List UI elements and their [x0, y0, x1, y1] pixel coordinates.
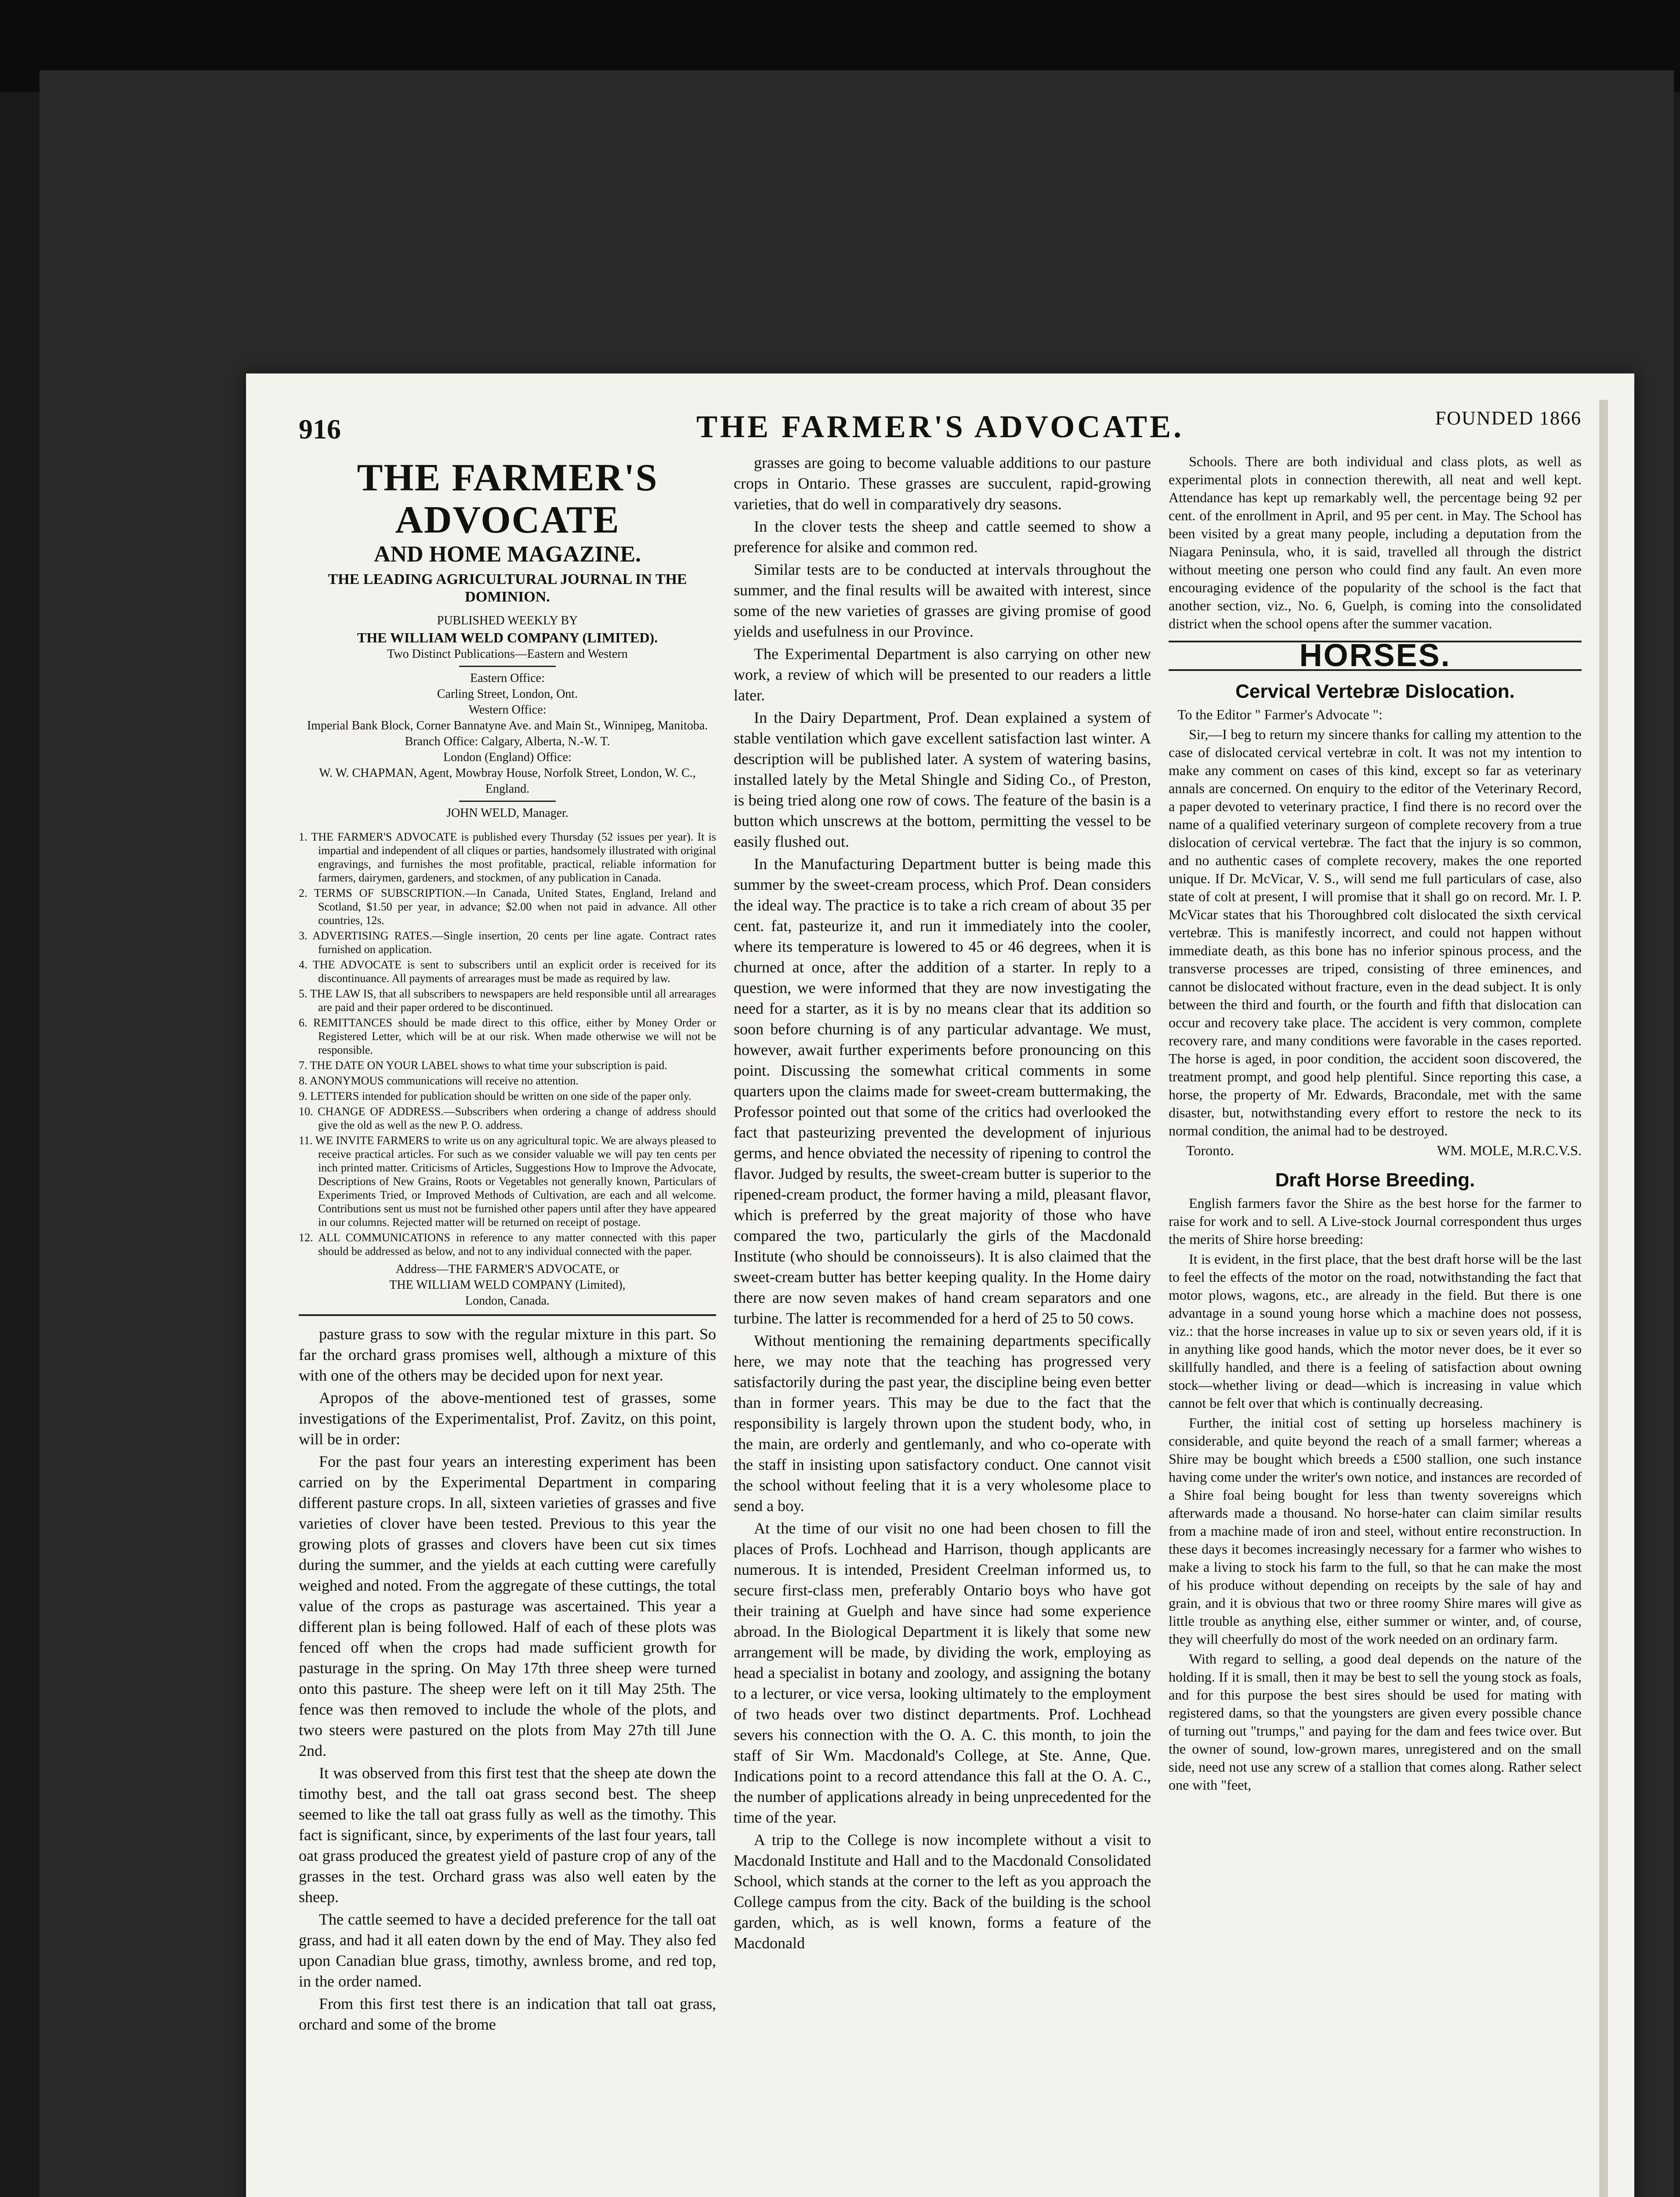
article-heading: Cervical Vertebræ Dislocation. [1235, 681, 1515, 702]
subscription-notices [299, 830, 716, 1258]
article-paragraph: With regard to selling, a good deal depends on the nature of the holding. If it is small, then it may be best to sell the young stock as foals, and for this purpose the best sires should be used for mating with registered dams, so that the youngsters are given every possible chance of turning out "trumps," and paying for the dam and fees twice over. But the owner of sound, low-grown mares, unregistered and on the small side, need not use any screw of a stallion that comes along. Rather select one with "feet, [1169, 1651, 1582, 1793]
article-paragraph: It is evident, in the first place, that the best draft horse will be the last to feel the effects of the motor on the road, notwithstanding the fact that motor plows, wagons, etc., are already in the field. But there is one advantage in a sound young horse which a machine does not possess, viz.: that the horse increases in value up to six or seven years old, if it is in anything like good hands, which the motor never does, be it ever so skillfully handled, and there is a feeling of satisfaction about owning stock—whether living or dead—which is increasing in value which cannot be felt over that which is continually decreasing. [1169, 1251, 1582, 1411]
address-line: Address—THE FARMER'S ADVOCATE, or [395, 1262, 619, 1276]
newspaper-page [246, 373, 1634, 2197]
article-paragraph: Schools. There are both individual and class plots, as well as experimental plots in connection therewith, all neat and well kept. Attendance has kept up remarkably well, the percentage being 92 per cent. of the enrollment in April, and 95 per cent. in May. The School has been visited by a great many people, including a deputation from the Niagara Peninsula, who, it is said, travelled all through the district without meeting one person who could find any fault. An even more encouraging evidence of the popularity of the school is the fact that another section, viz., No. 6, Guelph, is coming into the consolidated district when the school opens after the summer vacation. [1169, 453, 1582, 631]
column-3 [1169, 453, 1582, 1796]
page-header [299, 400, 1582, 448]
eastern-office-label: Eastern Office: [470, 671, 545, 685]
notice-item: 11. WE INVITE FARMERS to write us on any agricultural topic. We are always pleased to receive practical articles. For such as we consider valuable we will pay ten cents per inch printed matter. Criticisms of Articles, Suggestions How to Improve the Advocate, Descriptions of New Grains, Roots or Vegetables not generally known, Particulars of Experiments Tried, or Improved Methods of Cultivation, are each and all welcome. Contributions sent us must not be furnished other papers until after they have appeared in our columns. Rejected matter will be returned on receipt of postage. [299, 1134, 716, 1229]
western-office-label: Western Office: [468, 703, 547, 717]
article-paragraph: In the clover tests the sheep and cattle seemed to show a preference for alsike and common red. [734, 518, 1151, 556]
article-heading: Draft Horse Breeding. [1275, 1169, 1475, 1191]
masthead-subtitle: AND HOME MAGAZINE. [373, 542, 641, 567]
address-line: THE WILLIAM WELD COMPANY (Limited), [389, 1278, 626, 1292]
signature-name: WM. MOLE, M.R.C.V.S. [1437, 1142, 1582, 1158]
publisher-name: THE WILLIAM WELD COMPANY (LIMITED). [357, 630, 658, 645]
article-paragraph: Further, the initial cost of setting up horseless machinery is considerable, and quite beyond the reach of a small farmer; whereas a Shire may be bought which breeds a £500 stallion, one such instance having come under the writer's own notice, and instances are recorded of a Shire foal being bought for less than twenty sovereigns which afterwards made a thousand. No horse-hater can claim similar results from a machine made of iron and steel, without entire reconstruction. In these days it becomes increasingly necessary for a farmer who wishes to make a living to stock his farm to the full, so that he can make the most of his produce without depending on receipts by the sale of hay and grain, and it is obvious that two or three roomy Shire mares will give as little trouble as anything else, either summer or winter, and, of course, they will cheerfully do most of the work needed on an ordinary farm. [1169, 1415, 1582, 1647]
salutation-line: To the Editor " Farmer's Advocate ": [1177, 707, 1383, 722]
address-line: London, Canada. [465, 1294, 550, 1308]
eastern-office-address: Carling Street, London, Ont. [437, 687, 578, 701]
article-paragraph: pasture grass to sow with the regular mixture in this part. So far the orchard grass promises well, although a mixture of this with one of the others may be decided upon for next year. [299, 1325, 716, 1384]
article-paragraph: English farmers favor the Shire as the best horse for the farmer to raise for work and to sell. A Live-stock Journal correspondent thus urges the merits of Shire horse breeding: [1169, 1195, 1582, 1247]
column-2 [734, 453, 1151, 1955]
masthead-box-rule [299, 1314, 716, 1316]
publications-note: Two Distinct Publications—Eastern and Western [387, 647, 628, 661]
article-paragraph: The Experimental Department is also carrying on other new work, a review of which will be presented to our readers a little later. [734, 645, 1151, 704]
notice-item: 2. TERMS OF SUBSCRIPTION.—In Canada, United States, England, Ireland and Scotland, $1.50 per year, in advance; $2.00 when not paid in advance. All other countries, 12s. [299, 887, 716, 927]
article-paragraph: At the time of our visit no one had been chosen to fill the places of Profs. Lochhead and Harrison, though applicants are numerous. It is intended, President Creelman informed us, to secure first-class men, preferably Ontario boys who have got their training at Guelph and have since had some experience abroad. In the Biological Department it is likely that some new arrangement will be made, by dividing the work, employing as head a specialist in botany and zoology, and assigning the botany to a lecturer, or vice versa, looking ultimately to the employment of two heads over two distinct departments. Prof. Lochhead severs his connection with the O. A. C. this month, to join the staff of Sir Wm. Macdonald's College, at Ste. Anne, Que. Indications point to a record attendance this fall at the O. A. C., the number of applications already in being unprecedented for the time of the year. [734, 1519, 1151, 1826]
masthead-title: THE FARMER'S ADVOCATE [357, 457, 658, 541]
masthead-lead: THE LEADING AGRICULTURAL JOURNAL IN THE DOMINION. [328, 571, 687, 605]
column-3-body [1169, 453, 1582, 1794]
article-paragraph: In the Dairy Department, Prof. Dean explained a system of stable ventilation which gave excellent satisfaction last winter. A description will be published later. A system of watering basins, installed lately by the Metal Shingle and Siding Co., of Preston, is being tried along one row of cows. The feature of the basin is a button which unscrews at the bottom, permitting the vessel to be easily flushed out. [734, 709, 1151, 850]
masthead [299, 457, 716, 821]
running-title: THE FARMER'S ADVOCATE. [696, 409, 1184, 444]
signature-line [1186, 1142, 1582, 1160]
masthead-rule [459, 666, 556, 667]
section-heading-horses: HORSES. [1169, 641, 1582, 671]
address-block [299, 1262, 716, 1309]
signature-place: Toronto. [1186, 1142, 1234, 1158]
page-number: 916 [299, 413, 341, 445]
page-binding-edge [1599, 400, 1608, 2197]
founded-note: FOUNDED 1866 [1435, 407, 1582, 429]
masthead-rule [459, 801, 556, 802]
notice-item: 3. ADVERTISING RATES.—Single insertion, 20 cents per line agate. Contract rates furnished on application. [299, 929, 716, 956]
article-paragraph: In the Manufacturing Department butter is being made this summer by the sweet-cream process, which Prof. Dean considers the ideal way. The practice is to take a rich cream of about 35 per cent. fat, pasteurize it, and run it immediately into the cooler, where its temperature is lowered to 45 or 46 degrees, when it is churned at once, after the addition of a starter. In reply to a question, we were informed that they are now investigating the need for a starter, as it is by no means clear that its addition so soon before churning is of any particular advantage. We must, however, await further experiments before pronouncing on this point. Discussing the somewhat critical comments in some quarters upon the claims made for sweet-cream buttermaking, the Professor pointed out that some of the critics had overlooked the fact that pasteurizing prevented the development of injurious germs, and hence obviated the necessity of ripening to control the flavor. Judged by results, the sweet-cream butter is superior to the ripened-cream product, the former having a mild, pleasant flavor, which is preferred by the great majority of those who have compared the two, particularly the girls of the Macdonald Institute (who should be connoisseurs). It is also claimed that the sweet-cream butter has better keeping quality. In the Home dairy there are now seven makes of hand cream separators and one turbine. The latter is recommended for a herd of 25 to 50 cows. [734, 855, 1151, 1327]
notice-item: 12. ALL COMMUNICATIONS in reference to any matter connected with this paper should be addressed as below, and not to any individual connected with the paper. [299, 1231, 716, 1258]
article-paragraph: The cattle seemed to have a decided preference for the tall oat grass, and had it all eaten down by the end of May. They also fed upon Canadian blue grass, timothy, awnless brome, and red top, in the order named. [299, 1911, 716, 1990]
article-paragraph: A trip to the College is now incomplete without a visit to Macdonald Institute and Hall and to the Macdonald Consolidated School, which stands at the corner to the left as you approach the College campus from the city. Back of the building is the school garden, which, as is well known, forms a feature of the Macdonald [734, 1831, 1151, 1952]
article-paragraph: It was observed from this first test that the sheep ate down the timothy best, and the tall oat grass second best. The sheep seemed to like the tall oat grass fully as well as the timothy. This fact is significant, since, by experiments of the last four years, tall oat grass produced the greatest yield of pasture crop of any of the grasses in the test. Orchard grass was also well eaten by the sheep. [299, 1764, 716, 1906]
article-paragraph: Apropos of the above-mentioned test of grasses, some investigations of the Experimentalist, Prof. Zavitz, on this point, will be in order: [299, 1389, 716, 1448]
london-office-address: W. W. CHAPMAN, Agent, Mowbray House, Norfolk Street, London, W. C., England. [319, 766, 696, 796]
manager-name: JOHN WELD, Manager. [446, 806, 568, 820]
notice-item: 5. THE LAW IS, that all subscribers to newspapers are held responsible until all arrearages are paid and their paper ordered to be discontinued. [299, 987, 716, 1014]
article-paragraph: For the past four years an interesting experiment has been carried on by the Experimental Department in comparing different pasture crops. In all, sixteen varieties of grasses and five varieties of clover have been tested. Previous to this year the growing plots of grasses and clovers have been cut six times during the summer, and the yields at each cutting were carefully weighed and noted. From the aggregate of these cuttings, the total value of the crops as pasturage was ascertained. This year a different plan is being followed. Half of each of these plots was fenced off when the crops had made sufficient growth for pasturage in the spring. On May 17th three sheep were turned onto this pasture. The sheep were left on it till May 25th. The fence was then removed to include the whole of the plots, and two steers were pastured on the plots from May 27th till June 2nd. [299, 1453, 716, 1759]
article-paragraph: Sir,—I beg to return my sincere thanks for calling my attention to the case of dislocated cervical vertebræ in colt. It was not my intention to make any comment on cases of this kind, except so far as veterinary annals are concerned. On enquiry to the editor of the Veterinary Record, a paper devoted to veterinary practice, I find there is no record over the name of a qualified veterinary surgeon of complete recovery from a true dislocation of cervical vertebræ. The fact that the injury is so common, and no authentic cases of complete recovery, makes the one reported unique. If Dr. McVicar, V. S., will send me full particulars of case, also state of colt at present, I will promise that it shall go on record. Mr. I. P. McVicar states that his Thoroughbred colt dislocated the sixth cervical vertebræ. This is manifestly incorrect, and could not happen without immediate death, as this bone has no inferior spinous process, and the transverse processes are triped, consisting of three eminences, and cannot be dislocated without fracture, even in the dead subject. It is only between the third and fourth, or the fourth and fifth that dislocation can occur and recovery take place. The accident is very common, complete recovery rare, and many conditions were favorable in the cases reported. The horse is aged, in poor condition, the accident soon discovered, the treatment prompt, and good help plentiful. Since reporting this case, a horse, the property of Mr. Edwards, Bracondale, met with the same disaster, but, notwithstanding every effort to restore the neck to its normal condition, the animal had to be destroyed. [1169, 726, 1582, 1138]
article-paragraph: Similar tests are to be conducted at intervals throughout the summer, and the final results will be awaited with interest, since some of the new varieties of grasses are giving promise of good yields and usefulness in our Province. [734, 561, 1151, 640]
notice-item: 6. REMITTANCES should be made direct to this office, either by Money Order or Registered Letter, which will be at our risk. When made otherwise we will not be responsible. [299, 1016, 716, 1056]
notice-item: 7. THE DATE ON YOUR LABEL shows to what time your subscription is paid. [299, 1059, 667, 1072]
column-1 [299, 453, 716, 2037]
article-paragraph: grasses are going to become valuable additions to our pasture crops in Ontario. These grasses are succulent, rapid-growing varieties, that do well in comparatively dry seasons. [734, 454, 1151, 513]
notice-item: 9. LETTERS intended for publication should be written on one side of the paper only. [299, 1090, 692, 1102]
notice-item: 10. CHANGE OF ADDRESS.—Subscribers when ordering a change of address should give the old as well as the new P. O. address. [299, 1105, 716, 1131]
article-paragraph: Without mentioning the remaining departments specifically here, we may note that the teaching has progressed very satisfactorily during the past year, the discipline being even better than in former years. This may be due to the fact that the responsibility is largely thrown upon the student body, who, in the main, are orderly and gentlemanly, and who co-operate with the staff in insisting upon satisfactory conduct. One cannot visit the school without feeling that it is a very wholesome place to send a boy. [734, 1332, 1151, 1515]
london-office-label: London (England) Office: [443, 750, 572, 764]
published-by-label: PUBLISHED WEEKLY BY [437, 614, 578, 627]
notice-item: 4. THE ADVOCATE is sent to subscribers until an explicit order is received for its discontinuance. All payments of arrearages must be made as required by law. [299, 958, 716, 985]
notice-item: 8. ANONYMOUS communications will receive no attention. [299, 1074, 579, 1087]
western-office-address: Imperial Bank Block, Corner Bannatyne Ave. and Main St., Winnipeg, Manitoba. [307, 719, 708, 732]
article-paragraph: From this first test there is an indication that tall oat grass, orchard and some of the brome [299, 1995, 716, 2033]
notice-item: 1. THE FARMER'S ADVOCATE is published every Thursday (52 issues per year). It is impartial and independent of all cliques or parties, handsomely illustrated with original engravings, and furnishes the most profitable, practical, reliable information for farmers, dairymen, gardeners, and stockmen, of any publication in Canada. [299, 830, 716, 884]
branch-office: Branch Office: Calgary, Alberta, N.-W. T. [405, 735, 610, 748]
